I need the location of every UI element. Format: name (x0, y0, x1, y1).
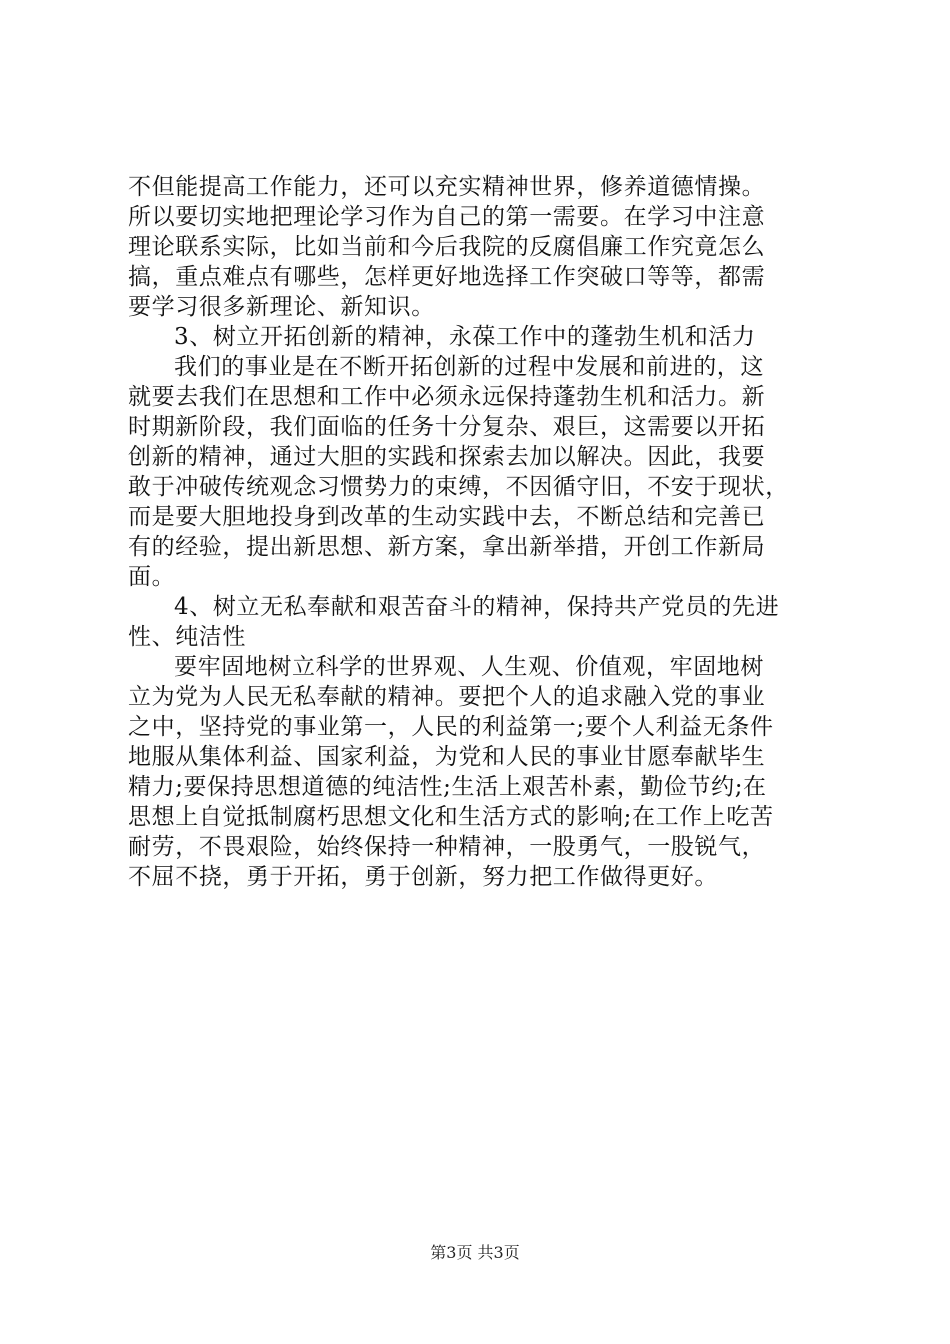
page-footer: 第3页 共3页 (430, 1243, 520, 1262)
text-line: 地服从集体利益、国家利益，为党和人民的事业甘愿奉献毕生 (128, 744, 766, 770)
text-line: 有的经验，提出新思想、新方案，拿出新举措，开创工作新局 (128, 534, 766, 560)
text-line: 我们的事业是在不断开拓创新的过程中发展和前进的，这 (174, 354, 764, 380)
text-line: 立为党为人民无私奉献的精神。要把个人的追求融入党的事业 (128, 684, 766, 710)
paragraph-para-2 (128, 352, 848, 592)
text-line: 要学习很多新理论、新知识。 (128, 294, 435, 320)
text-line: 之中，坚持党的事业第一，人民的利益第一;要个人利益无条件 (128, 714, 774, 740)
text-line: 时期新阶段，我们面临的任务十分复杂、艰巨，这需要以开拓 (128, 414, 766, 440)
text-line: 不但能提高工作能力，还可以充实精神世界，修养道德情操。 (128, 174, 766, 200)
text-line: 创新的精神，通过大胆的实践和探索去加以解决。因此，我要 (128, 444, 766, 470)
text-line: 精力;要保持思想道德的纯洁性;生活上艰苦朴素，勤俭节约;在 (128, 774, 767, 800)
text-line: 敢于冲破传统观念习惯势力的束缚，不因循守旧，不安于现状， (128, 474, 789, 500)
text-line: 面。 (128, 564, 176, 590)
text-line: 而是要大胆地投身到改革的生动实践中去，不断总结和完善已 (128, 504, 766, 530)
document-body (128, 172, 848, 892)
paragraph-heading-3 (128, 322, 848, 352)
text-line: 理论联系实际，比如当前和今后我院的反腐倡廉工作究竟怎么 (128, 234, 766, 260)
text-line: 4、树立无私奉献和艰苦奋斗的精神，保持共产党员的先进 (174, 594, 780, 620)
paragraph-para-1 (128, 172, 848, 322)
text-line: 耐劳，不畏艰险，始终保持一种精神，一股勇气，一股锐气， (128, 834, 766, 860)
text-line: 要牢固地树立科学的世界观、人生观、价值观，牢固地树 (174, 654, 764, 680)
text-line: 性、纯洁性 (128, 624, 246, 650)
text-line: 所以要切实地把理论学习作为自己的第一需要。在学习中注意 (128, 204, 766, 230)
text-line: 搞，重点难点有哪些，怎样更好地选择工作突破口等等，都需 (128, 264, 766, 290)
text-line: 3、树立开拓创新的精神，永葆工作中的蓬勃生机和活力 (174, 324, 756, 350)
paragraph-heading-4 (128, 592, 848, 652)
paragraph-para-3 (128, 652, 848, 892)
text-line: 就要去我们在思想和工作中必须永远保持蓬勃生机和活力。新 (128, 384, 766, 410)
text-line: 不屈不挠，勇于开拓，勇于创新，努力把工作做得更好。 (128, 864, 718, 890)
text-line: 思想上自觉抵制腐朽思想文化和生活方式的影响;在工作上吃苦 (128, 804, 774, 830)
